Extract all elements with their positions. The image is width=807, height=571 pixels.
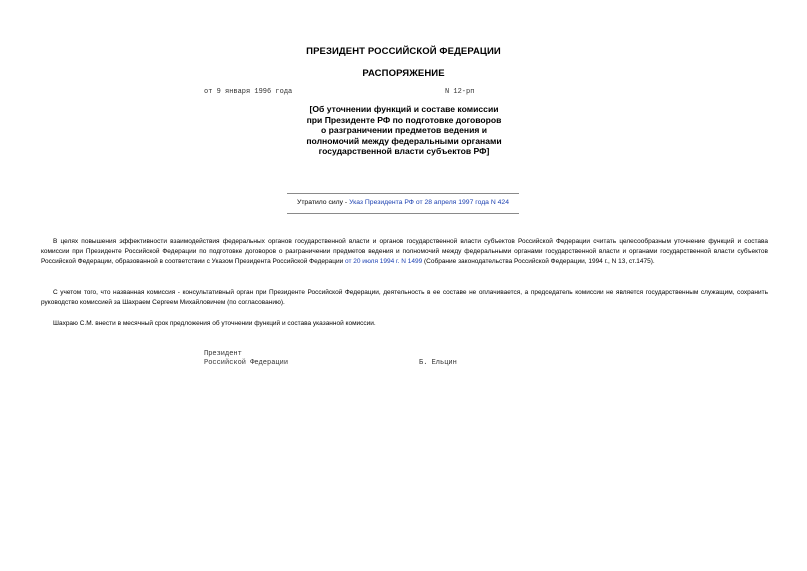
divider-bottom [287,213,519,214]
paragraph-1-text-a: В целях повышения эффективности взаимодействия федеральных органов государственной власти и органов государственной власти субъектов Российской Федерации считать целесообразным уточнение функций и состава комиссии при Президенте Российской Федерации по подготовке договоров о разграничении предметов ведения и полномочий между федеральными органами государственной власти и органами государственной власти субъектов Российской Федерации, образованной в соответствии с Указом Президента Российской Федерации [41,238,768,265]
paragraph-2: С учетом того, что названная комиссия - консультативный орган при Президенте Российской Федерации, деятельность в ее составе не оплачивается, а председатель комиссии не является государственным служащим, сохранить руководство комиссией за Шахраем Сергеем Михайловичем (по согласованию). [41,289,768,306]
document-type-heading: РАСПОРЯЖЕНИЕ [362,68,445,79]
paragraph-1 [41,237,768,267]
issuer-heading: ПРЕЗИДЕНТ РОССИЙСКОЙ ФЕДЕРАЦИИ [306,46,501,57]
decree-1499-link[interactable]: от 20 июля 1994 г. N 1499 [345,258,423,265]
paragraph-1-text-b: (Собрание законодательства Российской Федерации, 1994 г., N 13, ст.1475). [422,258,655,265]
repeal-notice [287,198,519,207]
divider-top [287,193,519,194]
document-number: N 12-рп [445,88,475,96]
repeal-decree-link[interactable]: Указ Президента РФ от 28 апреля 1997 года N 424 [349,199,509,206]
signer-position: Президент Российской Федерации [204,350,289,367]
paragraph-3: Шахраю С.М. внести в месячный срок предложения об уточнении функций и состава указанной комиссии. [53,320,376,327]
document-title: [Об уточнении функций и составе комиссии при Президенте РФ по подготовке договоров о разграничении предметов ведения и полномочий между федеральными органами государственной власти субъектов РФ] [306,104,502,157]
repeal-prefix: Утратило силу - [297,199,350,206]
document-date: от 9 января 1996 года [204,88,293,96]
signer-name: Б. Ельцин [419,359,457,367]
